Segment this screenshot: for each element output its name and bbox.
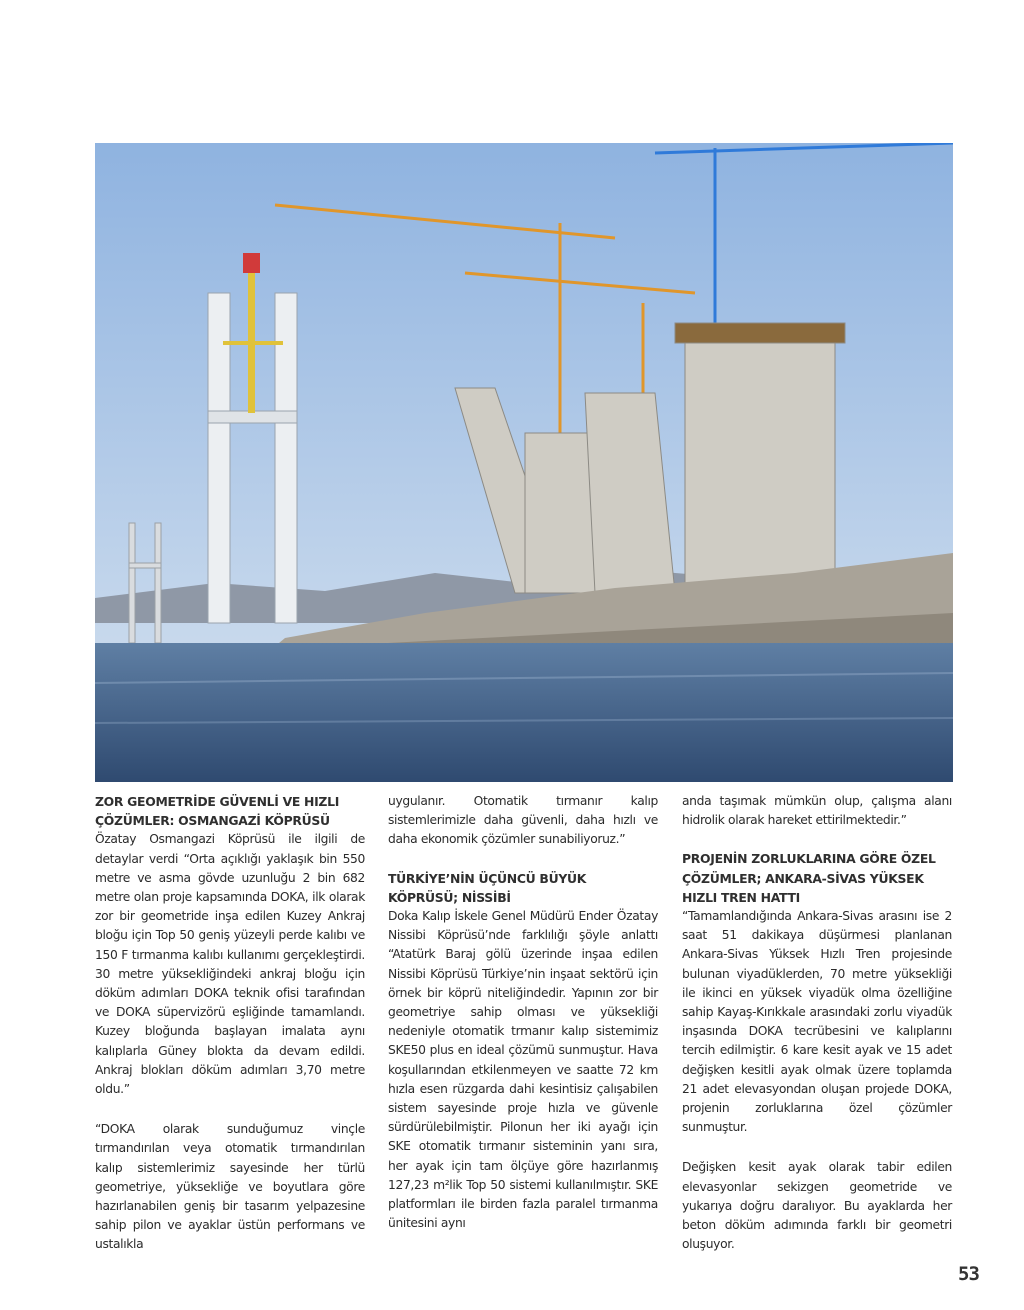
continued-paragraph: anda taşımak mümkün olup, çalışma alanı hidrolik olarak hareket ettirilmektedir.” [682,794,952,828]
paragraph-spacer [682,1137,952,1158]
section-heading-osmangazi: ZOR GEOMETRİDE GÜVENLİ VE HIZLI ÇÖZÜMLER: OSMANGAZİ KÖPRÜSÜ [95,794,340,829]
ankara-sivas-paragraph: “Tamamlandığında Ankara-Sivas arasını ise 2 saat 51 dakikaya düşürmesi planlanan Ankara-Sivas Yüksek Hızlı Tren projesinde bulunan viyadüklerden, 70 metre yüksekliği ile ikinci en yüksek viyadük olma özelliğine sahip Kayaş-Kırıkkale arasındaki zorlu viyadük inşasında DOKA tecrübesini ve kalıplarını tercih edilmiştir. 6 kare kesit ayak ve 15 adet değişken kesitli ayak olmak üzere toplamda 21 adet elevasyondan oluşan projede DOKA, projenin zorluklarına özel çözümler sunmuştur. [682,909,952,1135]
article-column-2 [388,792,658,1233]
paragraph-spacer [388,850,658,869]
nissibi-paragraph: Doka Kalıp İskele Genel Müdürü Ender Özatay Nissibi Köprüsü’nde farklılığı şöyle anlattı “Atatürk Baraj gölü üzerinde inşaa edilen Nissibi Köprüsü Türkiye’nin inşaat sektörü için örnek bir köprü niteliğindedir. Yapının zor bir geometriye sahip olması ve yüksekliği nedeniyle otomatik trmanır kalıp sistemimiz SKE50 plus en ideal çözümü sunmuştur. Hava koşullarından etkilenmeyen ve saatte 72 km hızla esen rüzgarda dahi kesintisiz çalışabilen sistem sayesinde proje hızla ve güvenle sürdürülebilmiştir. Pilonun her iki ayağı için SKE otomatik tırmanır sisteminin yanı sıra, her ayak için tam ölçüye göre hazırlanmış 127,23 m²lik Top 50 sistemi kullanılmıştır. SKE platformları ile birden fazla paralel tırmanma ünitesini aynı [388,909,658,1231]
osmangazi-paragraph: Özatay Osmangazi Köprüsü ile ilgili de detaylar verdi “Orta açıklığı yaklaşık bin 550 metre ve asma gövde uzunluğu 2 bin 682 metre olan proje kapsamında DOKA, ilk olarak zor bir geometride inşa edilen Kuzey Ankraj bloğu için Top 50 geniş yüzeyli perde kalıbı ve 150 F tırmanma kalıbı kullanımı gerçekleştirdi. 30 metre yüksekliğindeki ankraj bloğu için döküm adımları DOKA teknik ofisi tarafından ve DOKA süpervizörü eşliğinde tamamlandı. Kuzey bloğunda başlayan imalata aynı kalıplarla Güney blokta da devam edildi. Ankraj blokları döküm adımları 3,70 metre oldu.” [95,832,365,1097]
continued-paragraph: uygulanır. Otomatik tırmanır kalıp sistemlerimizle daha güvenli, daha hızlı ve daha ekonomik çözümler sunabiliyoruz.” [388,794,658,847]
article-column-3 [682,792,952,1254]
paragraph-spacer [682,830,952,849]
bridge-construction-photo [95,143,953,782]
article-column-1 [95,792,365,1255]
page-number: 53 [958,1263,979,1285]
photo-illustration [95,143,953,782]
section-heading-nissibi: TÜRKİYE’NİN ÜÇÜNCÜ BÜYÜK KÖPRÜSÜ; NİSSİBİ [388,870,587,905]
section-heading-ankara-sivas: PROJENİN ZORLUKLARINA GÖRE ÖZEL ÇÖZÜMLER; ANKARA-SİVAS YÜKSEK HIZLI TREN HATTI [682,851,936,905]
pier-geometry-paragraph: Değişken kesit ayak olarak tabir edilen elevasyonlar sekizgen geometride ve yukarıya doğru daralıyor. Bu ayaklarda her beton döküm adımında farklı bir geometri oluşuyor. [682,1160,952,1252]
doka-quote-paragraph: “DOKA olarak sunduğumuz vinçle tırmandırılan veya otomatik tırmandırılan kalıp sistemlerimiz sayesinde her türlü geometriye, yüksekliğe ve boyutlara göre hazırlanabilen geniş bir tasarım yelpazesine sahip pilon ve ayaklar üstün performans ve ustalıkla [95,1122,365,1252]
paragraph-spacer [95,1099,365,1120]
